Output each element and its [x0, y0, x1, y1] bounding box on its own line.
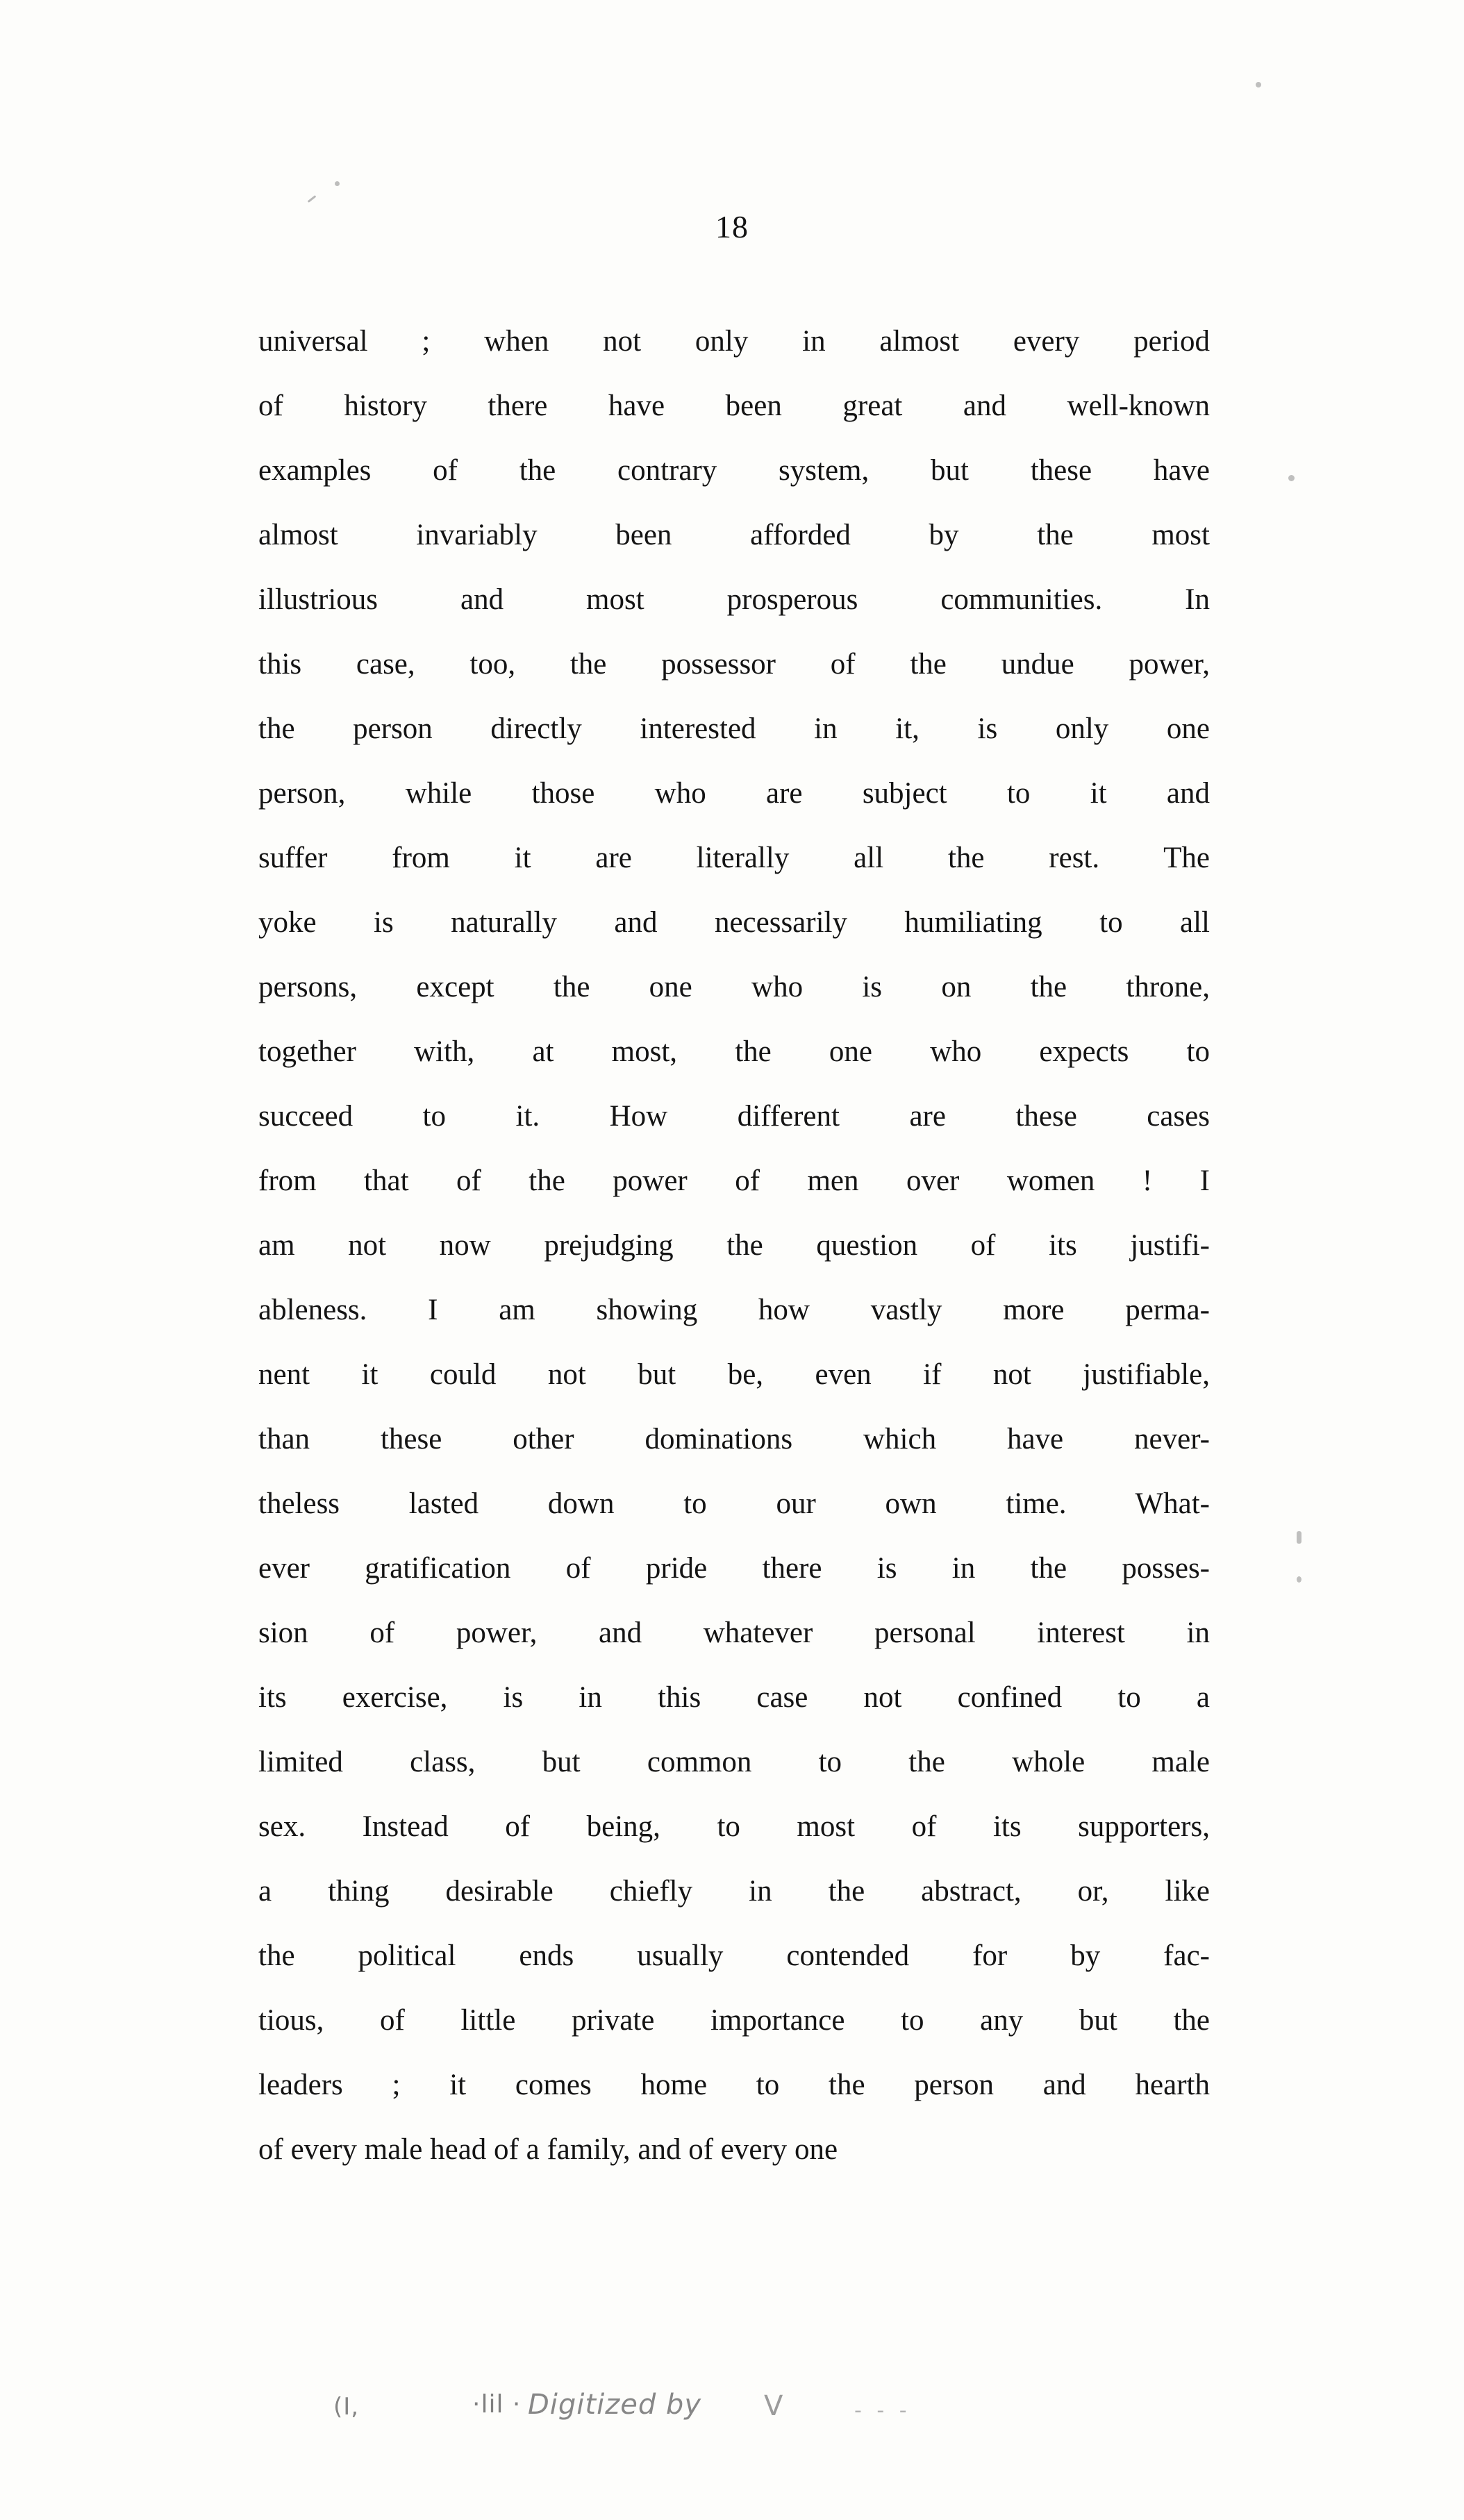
- text-line: ever gratification of pride there is in the posses-: [258, 1552, 1210, 1585]
- text-line: sion of power, and whatever personal interest in: [258, 1617, 1210, 1649]
- scan-speckle-top-right: [1256, 82, 1261, 87]
- text-line: universal ; when not only in almost every period: [258, 325, 1210, 358]
- text-line: illustrious and most prosperous communities. In: [258, 583, 1210, 616]
- text-line: ableness. I am showing how vastly more perma-: [258, 1294, 1210, 1326]
- scan-speckle-right-margin: [1288, 475, 1295, 481]
- paragraph: [258, 309, 1210, 2182]
- text-line: nent it could not but be, even if not justifiable,: [258, 1358, 1210, 1391]
- text-line: from that of the power of men over women ! I: [258, 1165, 1210, 1197]
- scan-speckle-right-lower: [1297, 1531, 1301, 1544]
- footer-fragment: ·lil ·: [472, 2390, 522, 2419]
- text-line: a thing desirable chiefly in the abstract, or, like: [258, 1875, 1210, 1908]
- text-line: person, while those who are subject to it and: [258, 777, 1210, 810]
- text-line: yoke is naturally and necessarily humiliating to all: [258, 906, 1210, 939]
- text-line: than these other dominations which have never-: [258, 1423, 1210, 1455]
- text-line: of history there have been great and well-known: [258, 390, 1210, 422]
- scan-corner-mark: [299, 177, 361, 212]
- text-line: leaders ; it comes home to the person and hearth: [258, 2069, 1210, 2101]
- text-line: together with, at most, the one who expects to: [258, 1035, 1210, 1068]
- scan-speckle-right-lower-2: [1297, 1576, 1301, 1583]
- text-line: the political ends usually contended for by fac-: [258, 1939, 1210, 1972]
- page-number: 18: [715, 209, 749, 244]
- text-line: theless lasted down to our own time. What-: [258, 1487, 1210, 1520]
- text-line: succeed to it. How different are these cases: [258, 1100, 1210, 1133]
- text-line: of every male head of a family, and of every one: [258, 2133, 838, 2166]
- footer-fragment: V: [764, 2390, 784, 2422]
- text-line: its exercise, is in this case not confined to a: [258, 1681, 1210, 1714]
- body-text: [258, 309, 1210, 2182]
- text-line: limited class, but common to the whole male: [258, 1746, 1210, 1778]
- text-line: this case, too, the possessor of the undue power,: [258, 648, 1210, 681]
- text-line: sex. Instead of being, to most of its supporters,: [258, 1810, 1210, 1843]
- text-line: persons, except the one who is on the throne,: [258, 971, 1210, 1003]
- text-line: am not now prejudging the question of its justifi-: [258, 1229, 1210, 1262]
- footer-fragment: - - -: [854, 2398, 911, 2423]
- text-line: tious, of little private importance to any but the: [258, 2004, 1210, 2037]
- text-line: suffer from it are literally all the rest. The: [258, 842, 1210, 874]
- footer-digitized-by: Digitized by: [528, 2389, 701, 2421]
- text-line: the person directly interested in it, is only one: [258, 712, 1210, 745]
- footer-fragment: (I,: [333, 2393, 360, 2421]
- scan-footer-watermark: [306, 2389, 1139, 2437]
- text-line: examples of the contrary system, but these have: [258, 454, 1210, 487]
- text-line: almost invariably been afforded by the most: [258, 519, 1210, 551]
